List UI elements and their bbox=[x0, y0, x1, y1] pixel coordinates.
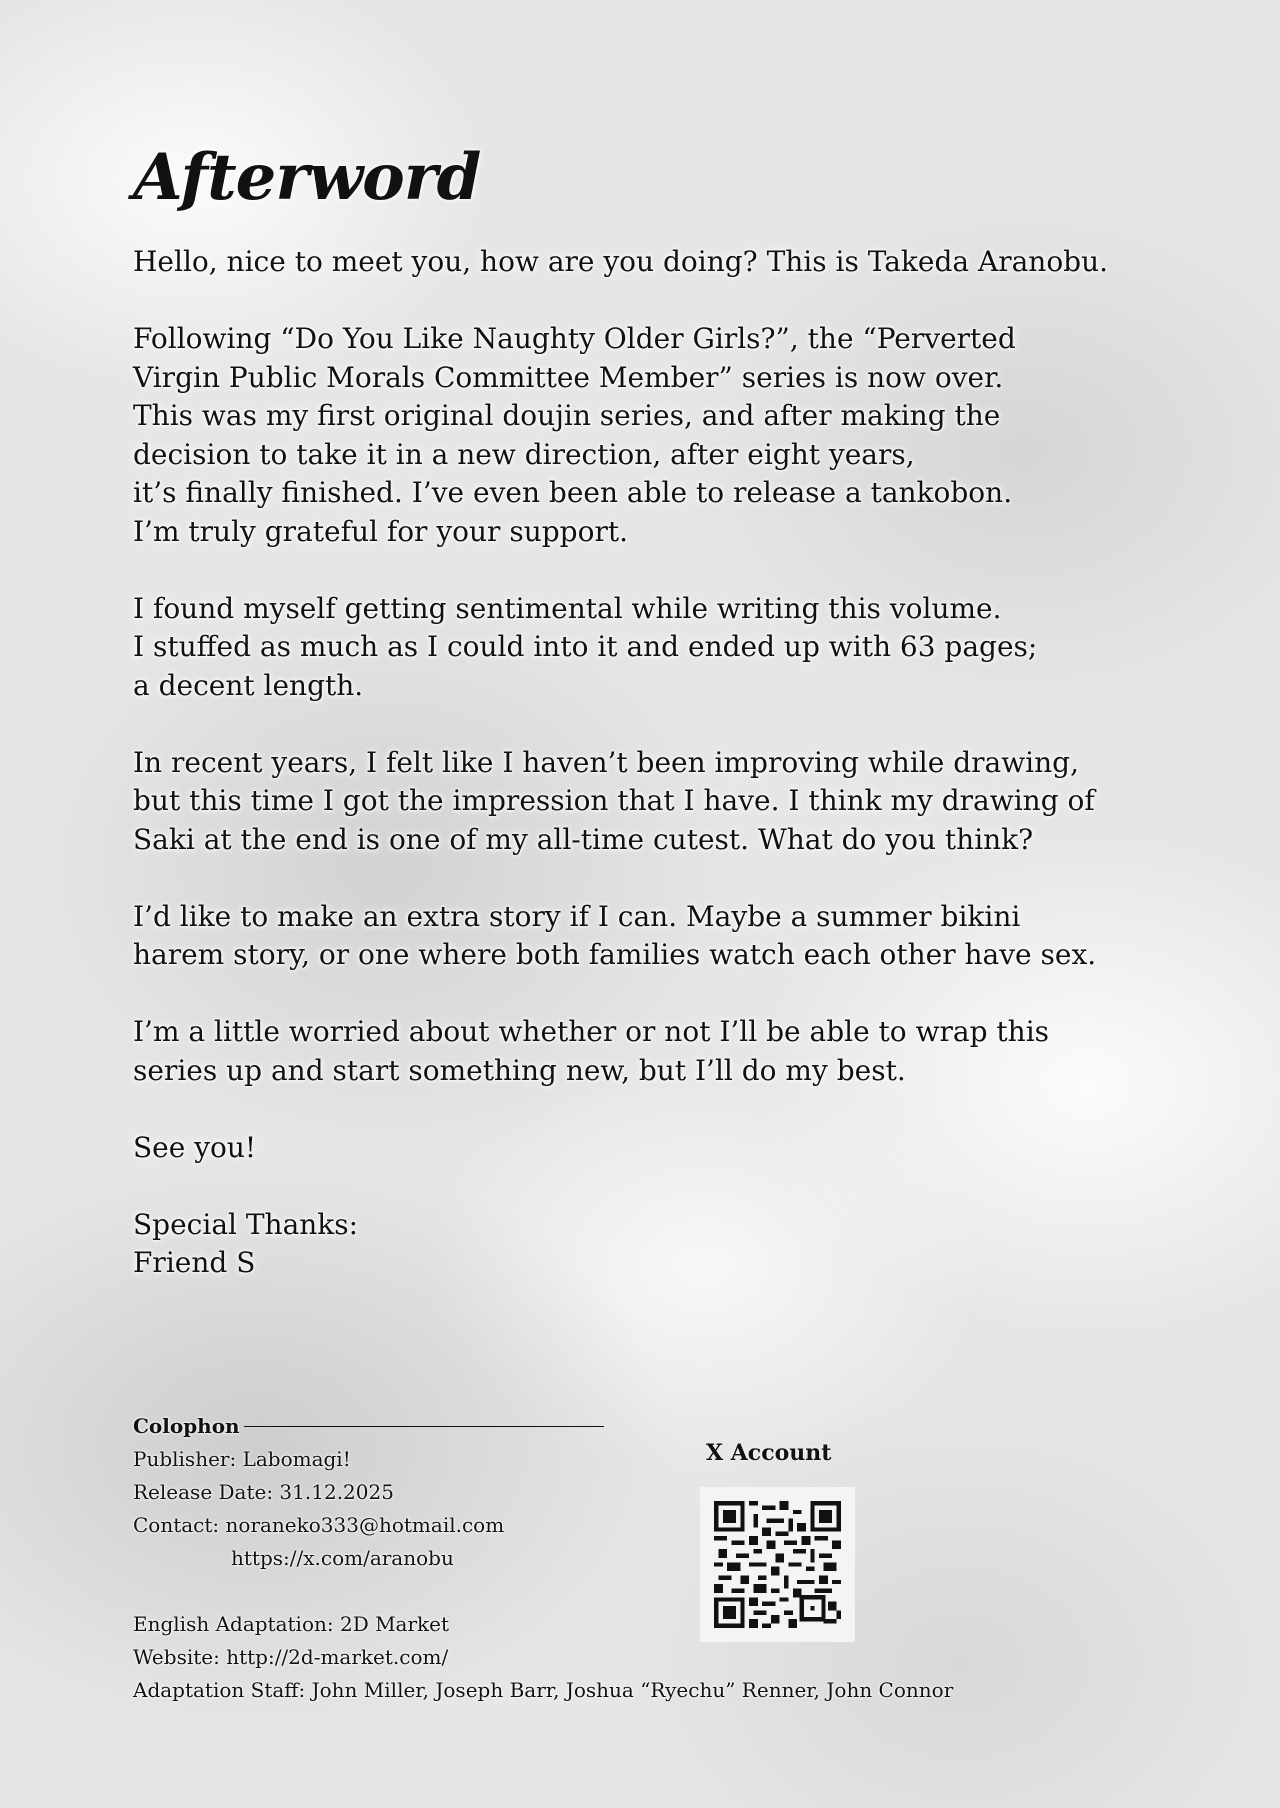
paragraph-series-end: Following “Do You Like Naughty Older Girls?”, the “Perverted Virgin Public Morals Committee Member” series is now over. This was my first original doujin series, and after making the decision to take it in a new direction, after eight years, it’s finally finished. I’ve even been able to release a tankobon. I’m truly grateful for your support. bbox=[133, 322, 1016, 548]
x-account-label: X Account bbox=[706, 1440, 832, 1466]
page-title: Afterword bbox=[133, 140, 481, 215]
colophon-heading: Colophon bbox=[133, 1414, 240, 1438]
qr-code-icon[interactable] bbox=[700, 1487, 855, 1642]
colophon-adaptation: English Adaptation: 2D Market bbox=[133, 1612, 450, 1636]
thanks-name: Friend S bbox=[133, 1246, 256, 1279]
colophon-header bbox=[133, 1410, 1033, 1443]
colophon bbox=[133, 1410, 1033, 1707]
colophon-publisher: Publisher: Labomagi! bbox=[133, 1447, 351, 1471]
paragraph-extra-story: I’d like to make an extra story if I can. Maybe a summer bikini harem story, or one where both families watch each other have sex. bbox=[133, 899, 1097, 971]
paragraph-see-you: See you! bbox=[133, 1130, 257, 1164]
colophon-release-date: Release Date: 31.12.2025 bbox=[133, 1480, 394, 1504]
colophon-rule bbox=[244, 1426, 604, 1428]
paragraph-sentimental: I found myself getting sentimental while writing this volume. I stuffed as much as I could into it and ended up with 63 pages; a decent length. bbox=[133, 591, 1038, 702]
paragraph-improving: In recent years, I felt like I haven’t been improving while drawing, but this time I got the impression that I have. I think my drawing of Saki at the end is one of my all-time cutest. What do you think? bbox=[133, 745, 1095, 856]
colophon-contact-url: https://x.com/aranobu bbox=[231, 1546, 454, 1570]
thanks-heading: Special Thanks: bbox=[133, 1207, 359, 1241]
colophon-contact: Contact: noraneko333@hotmail.com bbox=[133, 1513, 505, 1537]
afterword-body bbox=[133, 243, 1193, 1283]
afterword-content bbox=[133, 140, 1193, 1283]
paragraph-greeting: Hello, nice to meet you, how are you doing? This is Takeda Aranobu. bbox=[133, 245, 1109, 278]
colophon-staff: Adaptation Staff: John Miller, Joseph Barr, Joshua “Ryechu” Renner, John Connor bbox=[133, 1678, 954, 1702]
colophon-spacer bbox=[133, 1575, 1033, 1608]
paragraph-worried: I’m a little worried about whether or not I’ll be able to wrap this series up and start something new, but I’ll do my best. bbox=[133, 1015, 1050, 1087]
colophon-website: Website: http://2d-market.com/ bbox=[133, 1645, 449, 1669]
